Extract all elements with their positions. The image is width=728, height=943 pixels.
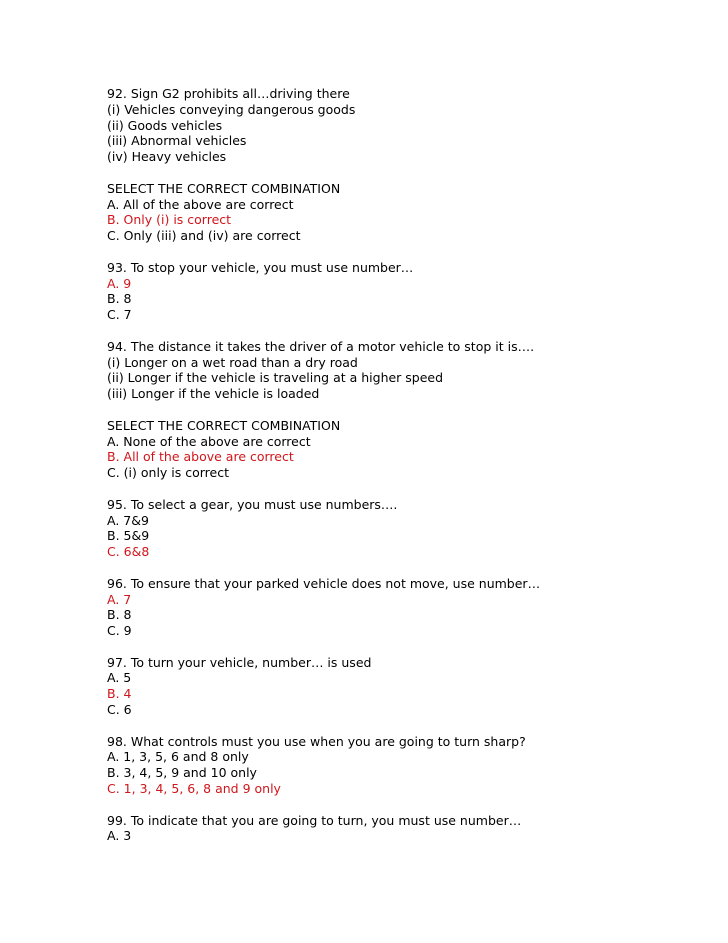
answer-option: A. 3 [107,828,132,844]
question-list [107,86,707,844]
answer-option: A. All of the above are correct [107,196,294,212]
answer-option: C. Only (iii) and (iv) are correct [107,228,301,244]
answer-option: B. 8 [107,607,132,623]
question-block [107,813,707,845]
answer-option: C. (i) only is correct [107,465,230,481]
statement-option: (ii) Longer if the vehicle is traveling at a higher speed [107,370,444,386]
question-block [107,86,707,165]
question-text: 92. Sign G2 prohibits all…driving there [107,86,350,101]
answer-option: A. 5 [107,670,132,686]
answer-option: B. 3, 4, 5, 9 and 10 only [107,765,257,781]
correct-answer-option: A. 7 [107,591,132,607]
statement-option: (iii) Longer if the vehicle is loaded [107,386,320,402]
question-text: 98. What controls must you use when you are going to turn sharp? [107,733,526,749]
correct-answer-option: B. All of the above are correct [107,449,294,465]
answer-combination-block [107,418,707,481]
question-block [107,260,707,323]
correct-answer-option: A. 9 [107,275,132,291]
statement-option: (i) Longer on a wet road than a dry road [107,354,358,370]
question-block [107,655,707,718]
select-instruction: SELECT THE CORRECT COMBINATION [107,417,341,433]
answer-option: B. 5&9 [107,528,150,544]
question-text: 97. To turn your vehicle, number… is used [107,654,372,670]
question-text: 96. To ensure that your parked vehicle does not move, use number… [107,575,541,591]
question-block [107,339,707,402]
question-block [107,734,707,797]
correct-answer-option: C. 6&8 [107,544,150,560]
document-page [107,86,707,844]
statement-option: (iv) Heavy vehicles [107,149,227,165]
answer-option: A. 7&9 [107,512,149,528]
question-text: 99. To indicate that you are going to turn, you must use number… [107,812,522,828]
statement-option: (iii) Abnormal vehicles [107,133,247,149]
select-instruction: SELECT THE CORRECT COMBINATION [107,180,341,196]
question-text: 95. To select a gear, you must use numbers…. [107,496,398,512]
correct-answer-option: C. 1, 3, 4, 5, 6, 8 and 9 only [107,781,281,797]
answer-option: A. None of the above are correct [107,433,311,449]
correct-answer-option: B. Only (i) is correct [107,212,232,228]
correct-answer-option: B. 4 [107,686,132,702]
answer-option: C. 6 [107,702,132,718]
answer-option: C. 9 [107,623,132,639]
answer-option: B. 8 [107,291,132,307]
question-block [107,497,707,560]
question-text: 93. To stop your vehicle, you must use number… [107,259,414,275]
statement-option: (ii) Goods vehicles [107,117,223,133]
answer-option: A. 1, 3, 5, 6 and 8 only [107,749,249,765]
statement-option: (i) Vehicles conveying dangerous goods [107,101,356,117]
answer-option: C. 7 [107,307,132,323]
answer-combination-block [107,181,707,244]
question-text: 94. The distance it takes the driver of a motor vehicle to stop it is…. [107,338,535,354]
question-block [107,576,707,639]
